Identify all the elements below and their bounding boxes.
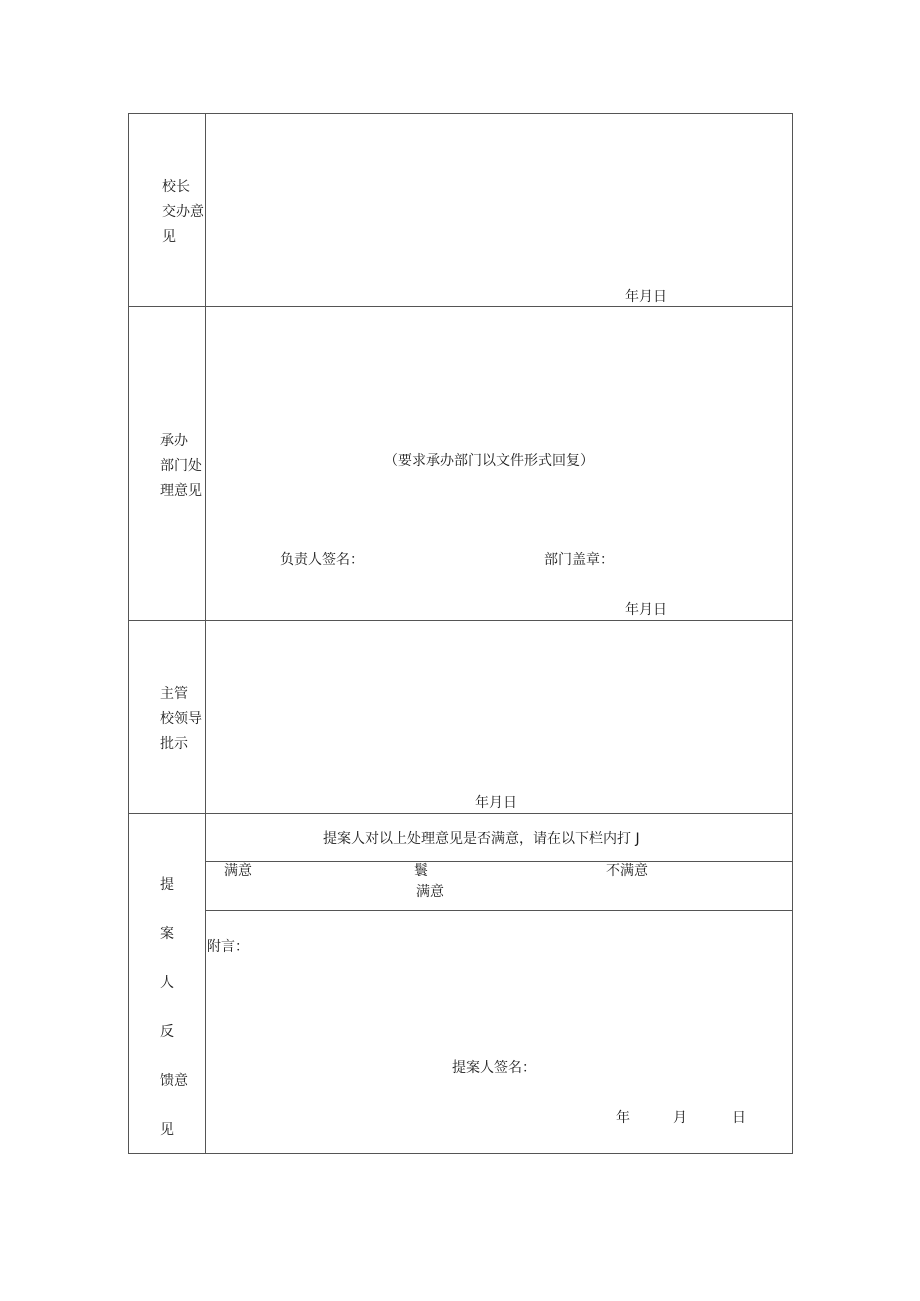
remarks-label: 附言： — [207, 939, 249, 955]
label-line: 部门处 — [160, 458, 202, 474]
option-satisfied[interactable]: 满意 — [224, 863, 252, 879]
feedback-divider-2 — [205, 910, 793, 911]
proposal-feedback-form — [128, 113, 793, 1154]
option-unsatisfied[interactable]: 不满意 — [606, 863, 648, 879]
satisfaction-instruction: 提案人对以上处理意见是否满意，请在以下栏内打 J — [323, 831, 640, 847]
department-date: 年月日 — [625, 602, 667, 618]
feedback-date-day: 日 — [732, 1110, 746, 1126]
row-divider-1 — [128, 306, 793, 307]
form-border-left — [128, 113, 129, 1154]
feedback-divider-1 — [205, 861, 793, 862]
feedback-date-year: 年 — [616, 1110, 630, 1126]
form-border-right — [792, 113, 793, 1154]
label-line: 理意见 — [160, 483, 202, 499]
label-line: 校长 — [162, 179, 190, 195]
label-line: 提 — [160, 877, 174, 893]
department-opinion-label — [160, 429, 202, 504]
department-seal-label: 部门盖章： — [544, 552, 614, 568]
form-border-bottom — [128, 1153, 793, 1154]
principal-opinion-label — [162, 175, 204, 250]
proposer-feedback-label — [160, 861, 188, 1155]
label-line: 校领导 — [160, 711, 202, 727]
label-line: 案 — [160, 926, 174, 942]
leader-instruction-label — [160, 682, 202, 757]
option-basically-mark[interactable]: 鬟 — [414, 863, 428, 879]
document-reply-requirement: （要求承办部门以文件形式回复） — [384, 453, 594, 469]
label-line: 见 — [162, 229, 176, 245]
label-line: 反 — [160, 1024, 174, 1040]
option-basically-satisfied[interactable]: 满意 — [416, 884, 444, 900]
label-line: 承办 — [160, 433, 188, 449]
feedback-date-month: 月 — [673, 1110, 687, 1126]
proposer-signature-label: 提案人签名： — [452, 1060, 536, 1076]
label-column-divider — [205, 113, 206, 1154]
responsible-signature-label: 负责人签名： — [280, 552, 364, 568]
row-divider-2 — [128, 620, 793, 621]
form-border-top — [128, 113, 793, 114]
label-line: 馈意 — [160, 1073, 188, 1089]
row-divider-3 — [128, 813, 793, 814]
label-line: 主管 — [160, 686, 188, 702]
leader-date: 年月日 — [475, 795, 517, 811]
principal-date: 年月日 — [625, 289, 667, 305]
label-line: 批示 — [160, 736, 188, 752]
label-line: 见 — [160, 1122, 174, 1138]
label-line: 交办意 — [162, 204, 204, 220]
label-line: 人 — [160, 975, 174, 991]
